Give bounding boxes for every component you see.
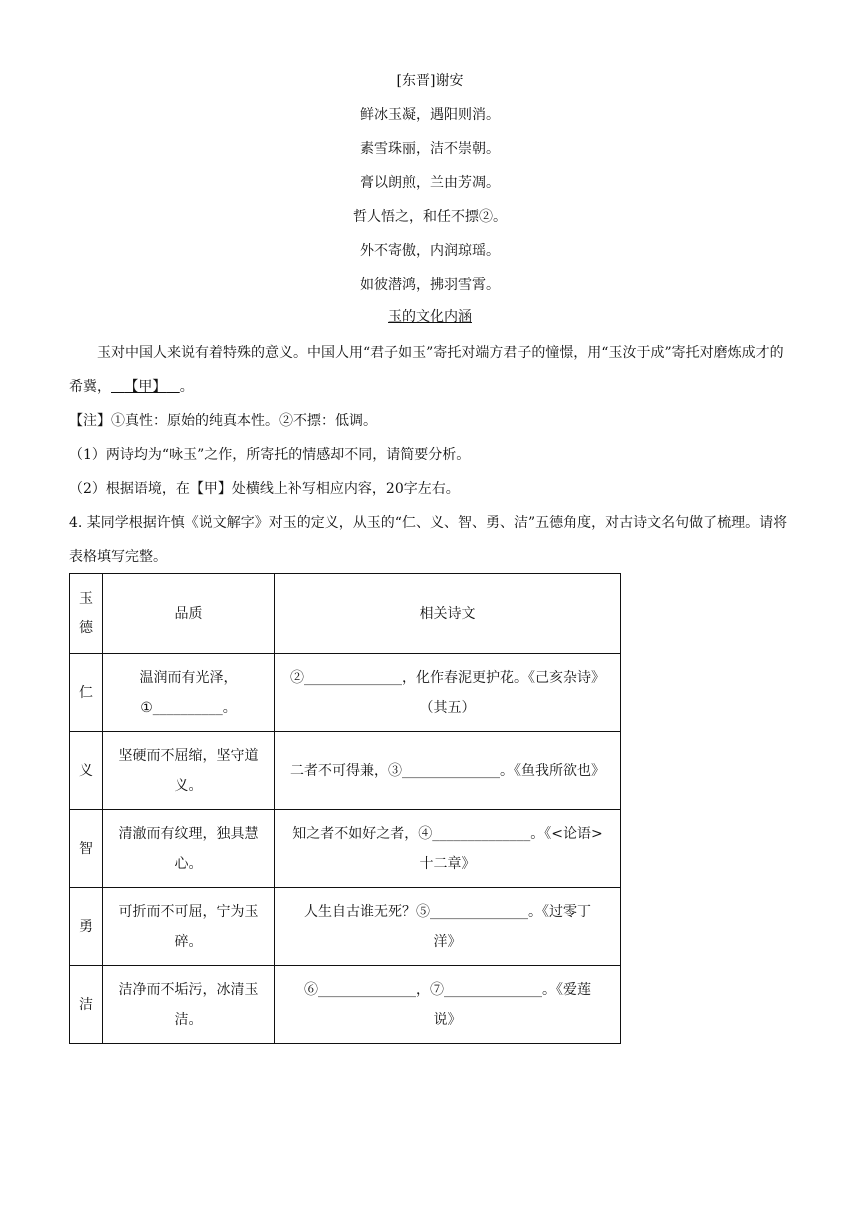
question-2: （2）根据语境，在【甲】处横线上补写相应内容，20字左右。 — [69, 481, 460, 497]
table-row — [70, 966, 621, 1044]
cell-virtue: 勇 — [70, 888, 103, 966]
note: 【注】①真性：原始的纯真本性。②不摽：低调。 — [69, 413, 377, 429]
cell-poem: ⑥______________，⑦______________。《爱莲 说》 — [275, 966, 621, 1044]
section-title: 玉的文化内涵 — [388, 309, 472, 325]
table-row — [70, 732, 621, 810]
cell-virtue: 洁 — [70, 966, 103, 1044]
jade-virtue-table — [69, 573, 621, 1044]
table-row — [70, 654, 621, 732]
cell-virtue: 义 — [70, 732, 103, 810]
poem-line: 外不寄傲，内润琼瑶。 — [360, 243, 500, 259]
cell-quality: 洁净而不垢污，冰清玉 洁。 — [103, 966, 275, 1044]
header-virtue: 玉 德 — [70, 574, 103, 654]
cell-quality: 温润而有光泽， ①__________。 — [103, 654, 275, 732]
poem-line: 如彼潜鸿，拂羽雪霄。 — [360, 277, 500, 293]
cell-quality: 清澈而有纹理，独具慧 心。 — [103, 810, 275, 888]
blank-jia: 【甲】 — [124, 379, 167, 395]
poem-line: 鲜冰玉凝，遇阳则消。 — [360, 107, 500, 123]
header-quality: 品质 — [103, 574, 275, 654]
poem-line: 哲人悟之，和任不摽②。 — [353, 209, 507, 225]
cell-quality: 可折而不可屈，宁为玉 碎。 — [103, 888, 275, 966]
cell-quality: 坚硬而不屈缩，坚守道 义。 — [103, 732, 275, 810]
question-1: （1）两诗均为“咏玉”之作，所寄托的情感却不同，请简要分析。 — [69, 447, 471, 463]
cell-poem: 人生自古谁无死？⑤______________。《过零丁 洋》 — [275, 888, 621, 966]
cell-virtue: 仁 — [70, 654, 103, 732]
table-row — [70, 888, 621, 966]
table-row — [70, 810, 621, 888]
cell-poem: ②______________，化作春泥更护花。《己亥杂诗》 （其五） — [275, 654, 621, 732]
poem-line: 素雪珠丽，洁不崇朝。 — [360, 141, 500, 157]
poem-line: 膏以朗煎，兰由芳凋。 — [360, 175, 500, 191]
poem-author: [东晋]谢安 — [396, 73, 464, 89]
cell-virtue: 智 — [70, 810, 103, 888]
cell-poem: 知之者不如好之者，④______________。《<论语> 十二章》 — [275, 810, 621, 888]
poem — [0, 64, 860, 302]
cell-poem: 二者不可得兼，③______________。《鱼我所欲也》 — [275, 732, 621, 810]
header-poems: 相关诗文 — [275, 574, 621, 654]
question-4: 4. 某同学根据许慎《说文解字》对玉的定义，从玉的“仁、义、智、勇、洁”五德角度，对古诗文名句做了梳理。请将表格填写完整。 — [69, 515, 788, 565]
table-header-row — [70, 574, 621, 654]
intro-paragraph: 玉对中国人来说有着特殊的意义。中国人用“君子如玉”寄托对端方君子的憧憬，用“玉汝于成”寄托对磨炼成才的希冀， 【甲】 。 — [69, 345, 784, 395]
